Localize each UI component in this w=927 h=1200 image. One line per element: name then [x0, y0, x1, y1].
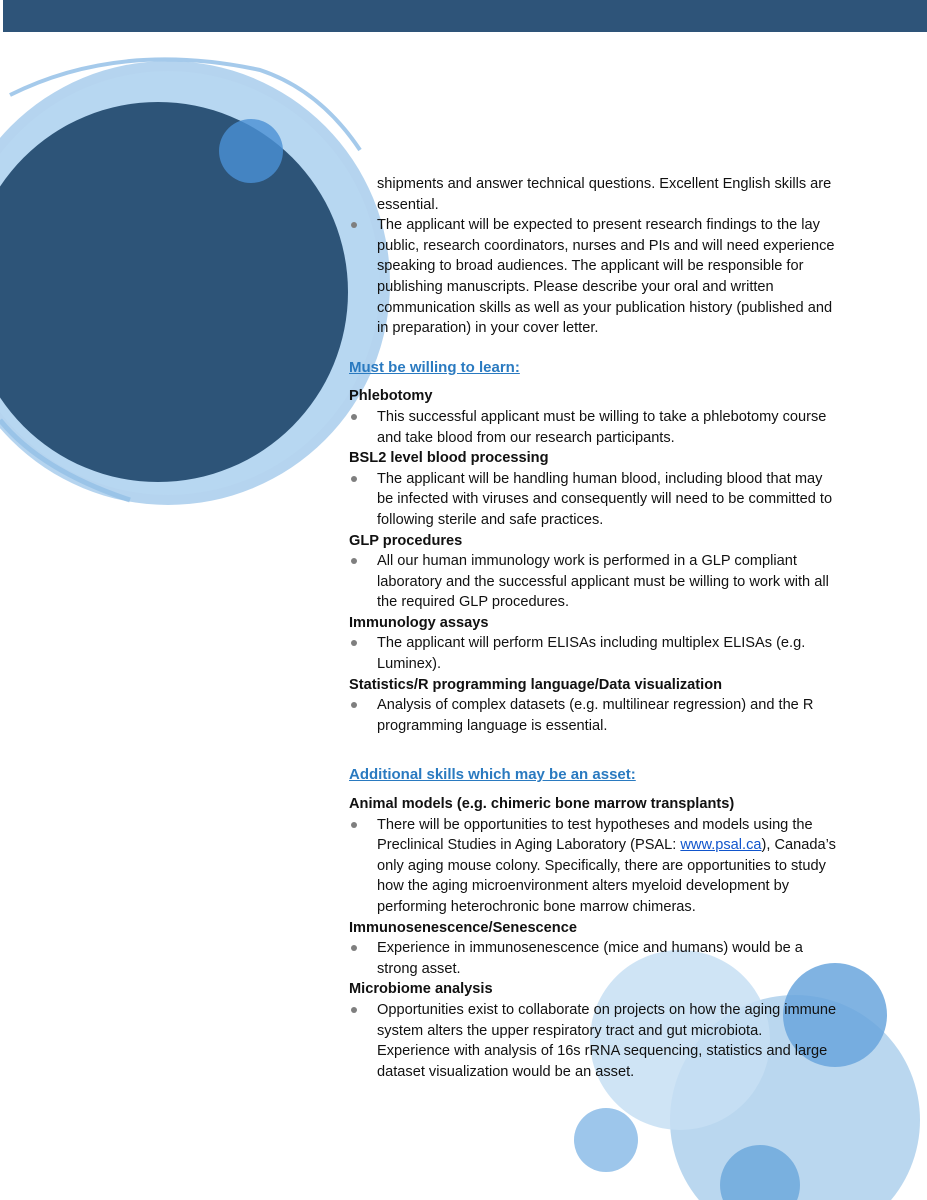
immunosenescence-text: Experience in immunosenescence (mice and humans) would be a strong asset. — [349, 938, 839, 979]
bsl2-text: The applicant will be handling human blood, including blood that may be infected with viruses and consequently will need to be committed to following sterile and safe practices. — [349, 469, 839, 531]
statistics-title: Statistics/R programming language/Data visualization — [349, 676, 723, 693]
glp-title: GLP procedures — [349, 532, 463, 549]
microbiome-title: Microbiome analysis — [349, 981, 493, 998]
assets-heading: Additional skills which may be an asset: — [349, 766, 636, 784]
immunology-title: Immunology assays — [349, 614, 489, 631]
animal-text-before: There will be opportunities to test hypotheses and models using the Preclinical Studies in Aging Laboratory (PSAL: — [377, 816, 813, 854]
immunology-text: The applicant will perform ELISAs including multiplex ELISAs (e.g. Luminex). — [349, 633, 839, 674]
animal-models-text — [349, 815, 839, 918]
bubble-small — [574, 1108, 638, 1172]
immunosenescence-title: Immunosenescence/Senescence — [349, 919, 577, 936]
psal-link[interactable]: www.psal.ca — [680, 837, 762, 854]
glp-text: All our human immunology work is performed in a GLP compliant laboratory and the successful applicant must be willing to work with all the required GLP procedures. — [349, 551, 839, 613]
phlebotomy-title: Phlebotomy — [349, 388, 433, 405]
bsl2-title: BSL2 level blood processing — [349, 450, 549, 467]
animal-models-title: Animal models (e.g. chimeric bone marrow transplants) — [349, 796, 735, 813]
phlebotomy-text: This successful applicant must be willing to take a phlebotomy course and take blood from our research participants. — [349, 407, 839, 448]
main-content — [349, 174, 839, 1082]
must-learn-heading: Must be willing to learn: — [349, 358, 520, 376]
continued-paragraph: shipments and answer technical questions. Excellent English skills are essential. — [377, 176, 832, 213]
animal-text-after: ), Canada’s only aging mouse colony. Specifically, there are opportunities to study how the aging microenvironment alters myeloid development by performing heterochronic bone marrow chimeras. — [377, 837, 836, 915]
presentation-bullet: The applicant will be expected to present research findings to the lay public, research coordinators, nurses and PIs and will need experience speaking to broad audiences. The applicant will be responsible for publishing manuscripts. Please describe your oral and written communication skills as well as your publication history (published and in preparation) in your cover letter. — [349, 215, 839, 339]
microbiome-text: Opportunities exist to collaborate on projects on how the aging immune system alters the upper respiratory tract and gut microbiota. Experience with analysis of 16s rRNA sequencing, statistics and large dataset visualization would be an asset. — [349, 1000, 839, 1082]
small-blue-circle — [219, 119, 283, 183]
statistics-text: Analysis of complex datasets (e.g. multilinear regression) and the R programming language is essential. — [349, 695, 839, 736]
